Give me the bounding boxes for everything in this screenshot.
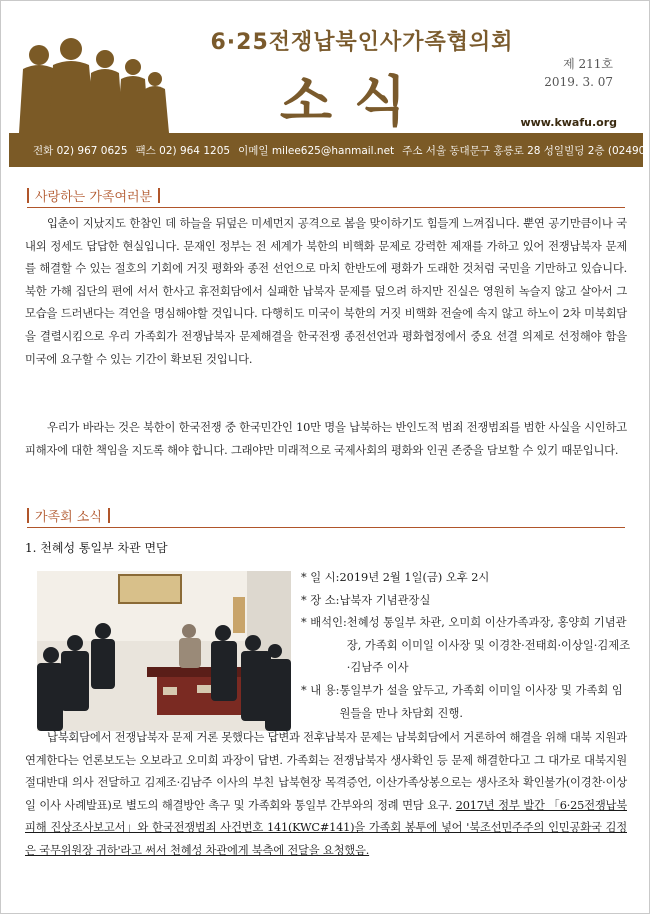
meeting-details xyxy=(301,567,631,725)
section-divider xyxy=(27,527,625,528)
meeting-summary xyxy=(25,727,627,863)
heading-bar-left xyxy=(27,508,29,523)
newsletter-title: 소식 xyxy=(279,70,429,133)
heading-bar-left xyxy=(27,188,29,203)
summary-text: 납북회담에서 전쟁납북자 문제 거론 못했다는 답변과 전후납북자 문제는 남북회담에서 거론하여 해결을 위해 대북 지원과 연계한다는 언론보도는 오보라고 오미희 과장이 답변. 가족회는 전쟁납북자 생사확인 등 문제 해결한다고 그 대가로 대북지원 절대반대 의사 전달하고 김제조·김남주 이사의 부친 납북현장 목격증언, 이산가족상봉으로는 생사조차 확인불가(이경찬·이상일 이사 사례발표)로 별도의 해결방안 촉구 및 가족회와 통일부 간부와의 정례 면담 요구. xyxy=(25,731,627,812)
detail-date: * 일 시: 2019년 2월 1일(금) 오후 2시 xyxy=(301,571,490,584)
contact-phone: 전화 02) 967 0625 xyxy=(33,144,128,157)
detail-content: * 내 용: 통일부가 설을 앞두고, 가족회 이미일 이사장 및 가족회 임원들을 만나 차담회 진행. xyxy=(301,683,623,720)
issue-info xyxy=(544,55,613,91)
org-name: 6·25전쟁납북인사가족협의회 xyxy=(210,30,514,55)
contact-bar xyxy=(9,133,650,167)
detail-attendees: * 배석인: 천혜성 통일부 차관, 오미희 이산가족과장, 홍양희 기념관장, 가족회 이미일 이사장 및 이경찬·전태희·이상일·김제조·김남주 이사 xyxy=(301,616,631,675)
section-heading-family-news xyxy=(27,505,110,525)
section-heading-text: 사랑하는 가족여러분 xyxy=(35,189,153,205)
section-divider xyxy=(27,207,625,208)
paragraph-2: 우리가 바라는 것은 북한이 한국전쟁 중 한국민간인 10만 명을 납북하는 반인도적 범죄 전쟁범죄를 범한 사실을 시인하고 피해자에 대한 책임을 지도록 해야 합니다. 그래야만 미래적으로 국제사회의 평화와 인권 존중을 담보할 수 있기 때문입니다. xyxy=(25,421,627,457)
news-item-title: 1. 천혜성 통일부 차관 면담 xyxy=(25,541,168,555)
meeting-photo xyxy=(37,571,291,731)
issue-number: 제 211호 xyxy=(563,57,613,71)
summary-underlined-text: 2017년 정부 발간 「6·25전쟁납북피해 진상조사보고서」와 한국전쟁범죄 사건번호 141(KWC#141)을 가족회 봉투에 넣어 '북조선민주주의 인민공화국 김정은 국무위원장 귀하'라고 써서 천혜성 차관에게 북측에 전달을 요청했음. xyxy=(25,798,627,857)
paragraph-1: 입춘이 지났지도 한참인 데 하늘을 뒤덮은 미세먼지 공격으로 봄을 맞이하기도 힘들게 느껴집니다. 뿐연 공기만큼이나 국내외 정세도 답답한 현실입니다. 문재인 정부는 전 세계가 북한의 비핵화 문제로 강력한 제재를 가하고 있어 전쟁납북자 문제를 해결할 수 있는 절호의 기회에 거짓 평화와 종전 선언으로 마치 한반도에 평화가 도래한 것처럼 국민을 기만하고 있습니다. 북한 가해 집단의 편에 서서 한사고 휴전회담에서 실패한 납북자 문제를 덮으려 하지만 진실은 영원히 녹슬지 않고 살아서 그 모습을 드러낸다는 격언을 명심해야할 것입니다. 다행히도 미국이 북한의 거짓 비핵화 전술에 속지 않고 하노이 2차 미북회담을 결렬시킴으로 우리 가족회가 전쟁납북자 문제해결을 한국전쟁 종전선언과 평화협정에서 중요 선결 의제로 선정해야 함을 미국에 요구할 수 있는 기간이 확보된 것입니다. xyxy=(25,217,627,366)
heading-bar-right xyxy=(108,508,110,523)
masthead xyxy=(9,9,650,167)
issue-date: 2019. 3. 07 xyxy=(544,75,613,89)
heading-bar-right xyxy=(158,188,160,203)
contact-fax: 팩스 02) 964 1205 xyxy=(135,144,231,157)
section-heading-text: 가족회 소식 xyxy=(35,509,102,525)
family-silhouettes-logo xyxy=(9,9,179,137)
contact-address: 주소 서울 동대문구 홍릉로 28 성일빌딩 2층 (02490) xyxy=(402,144,650,157)
detail-place: * 장 소: 납북자 기념관장실 xyxy=(301,593,431,607)
website-link[interactable]: www.kwafu.org xyxy=(520,116,617,129)
section-heading-dear-families xyxy=(27,185,160,205)
contact-email[interactable]: 이메일 milee625@hanmail.net xyxy=(238,144,395,157)
